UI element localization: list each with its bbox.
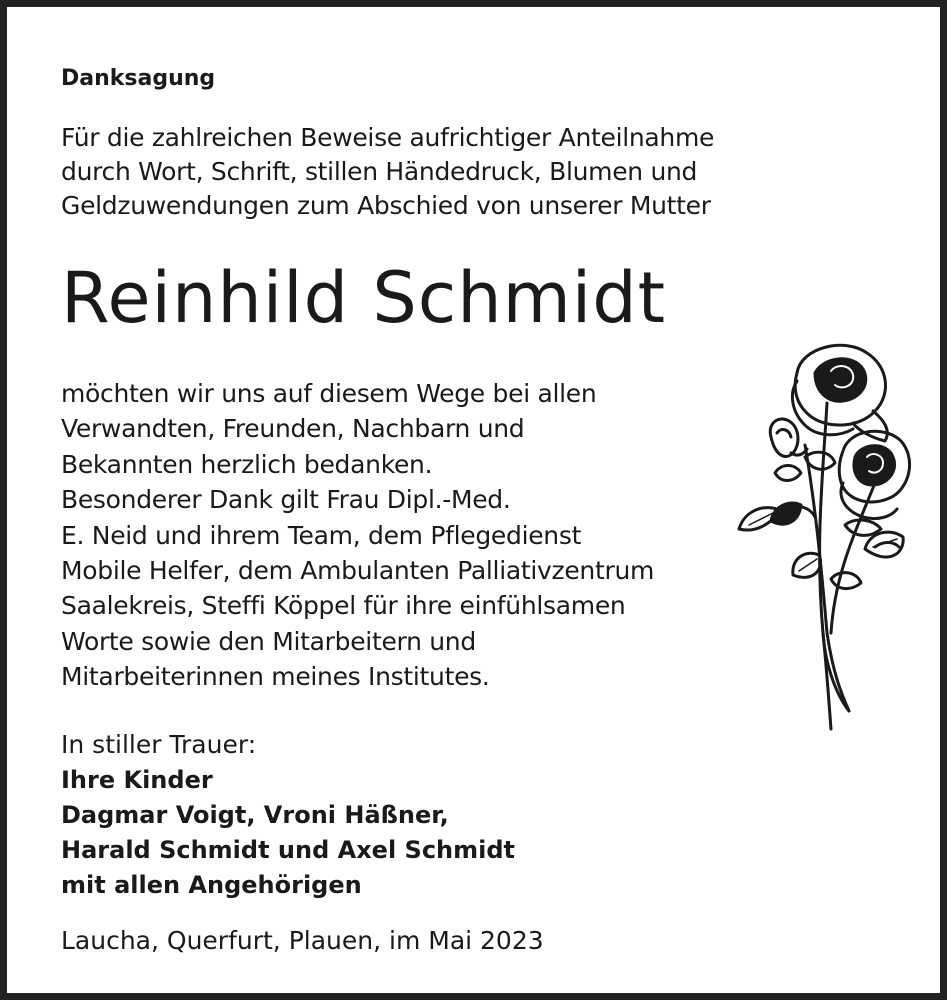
- thanks-line: Verwandten, Freunden, Nachbarn und: [61, 414, 525, 444]
- thanks-line: Besonderer Dank gilt Frau Dipl.-Med.: [61, 485, 511, 515]
- family-line: Ihre Kinder: [61, 766, 213, 794]
- family-line: Dagmar Voigt, Vroni Häßner,: [61, 801, 449, 829]
- family-line: mit allen Angehörigen: [61, 871, 362, 899]
- thanks-line: Mitarbeiterinnen meines Institutes.: [61, 662, 490, 692]
- thanks-paragraph: [61, 376, 654, 695]
- thanks-line: Worte sowie den Mitarbeitern und: [61, 626, 476, 656]
- intro-paragraph: [61, 121, 714, 223]
- deceased-name: Reinhild Schmidt: [61, 257, 667, 339]
- place-date: Laucha, Querfurt, Plauen, im Mai 2023: [61, 926, 544, 955]
- thanks-line: Saalekreis, Steffi Köppel für ihre einfühlsamen: [61, 591, 626, 621]
- notice-heading: Danksagung: [61, 66, 216, 91]
- intro-line: Geldzuwendungen zum Abschied von unserer Mutter: [61, 191, 711, 220]
- intro-line: durch Wort, Schrift, stillen Händedruck, Blumen und: [61, 157, 698, 186]
- thanks-line: Bekannten herzlich bedanken.: [61, 449, 433, 479]
- thanks-line: Mobile Helfer, dem Ambulanten Palliativzentrum: [61, 556, 655, 586]
- intro-line: Für die zahlreichen Beweise aufrichtiger Anteilnahme: [61, 123, 715, 152]
- roses-icon: [735, 333, 913, 737]
- thanks-line: möchten wir uns auf diesem Wege bei allen: [61, 379, 597, 408]
- thanks-line: E. Neid und ihrem Team, dem Pflegedienst: [61, 520, 582, 550]
- mourning-label: In stiller Trauer:: [61, 730, 257, 759]
- family-signature: [61, 763, 515, 903]
- family-line: Harald Schmidt und Axel Schmidt: [61, 836, 516, 864]
